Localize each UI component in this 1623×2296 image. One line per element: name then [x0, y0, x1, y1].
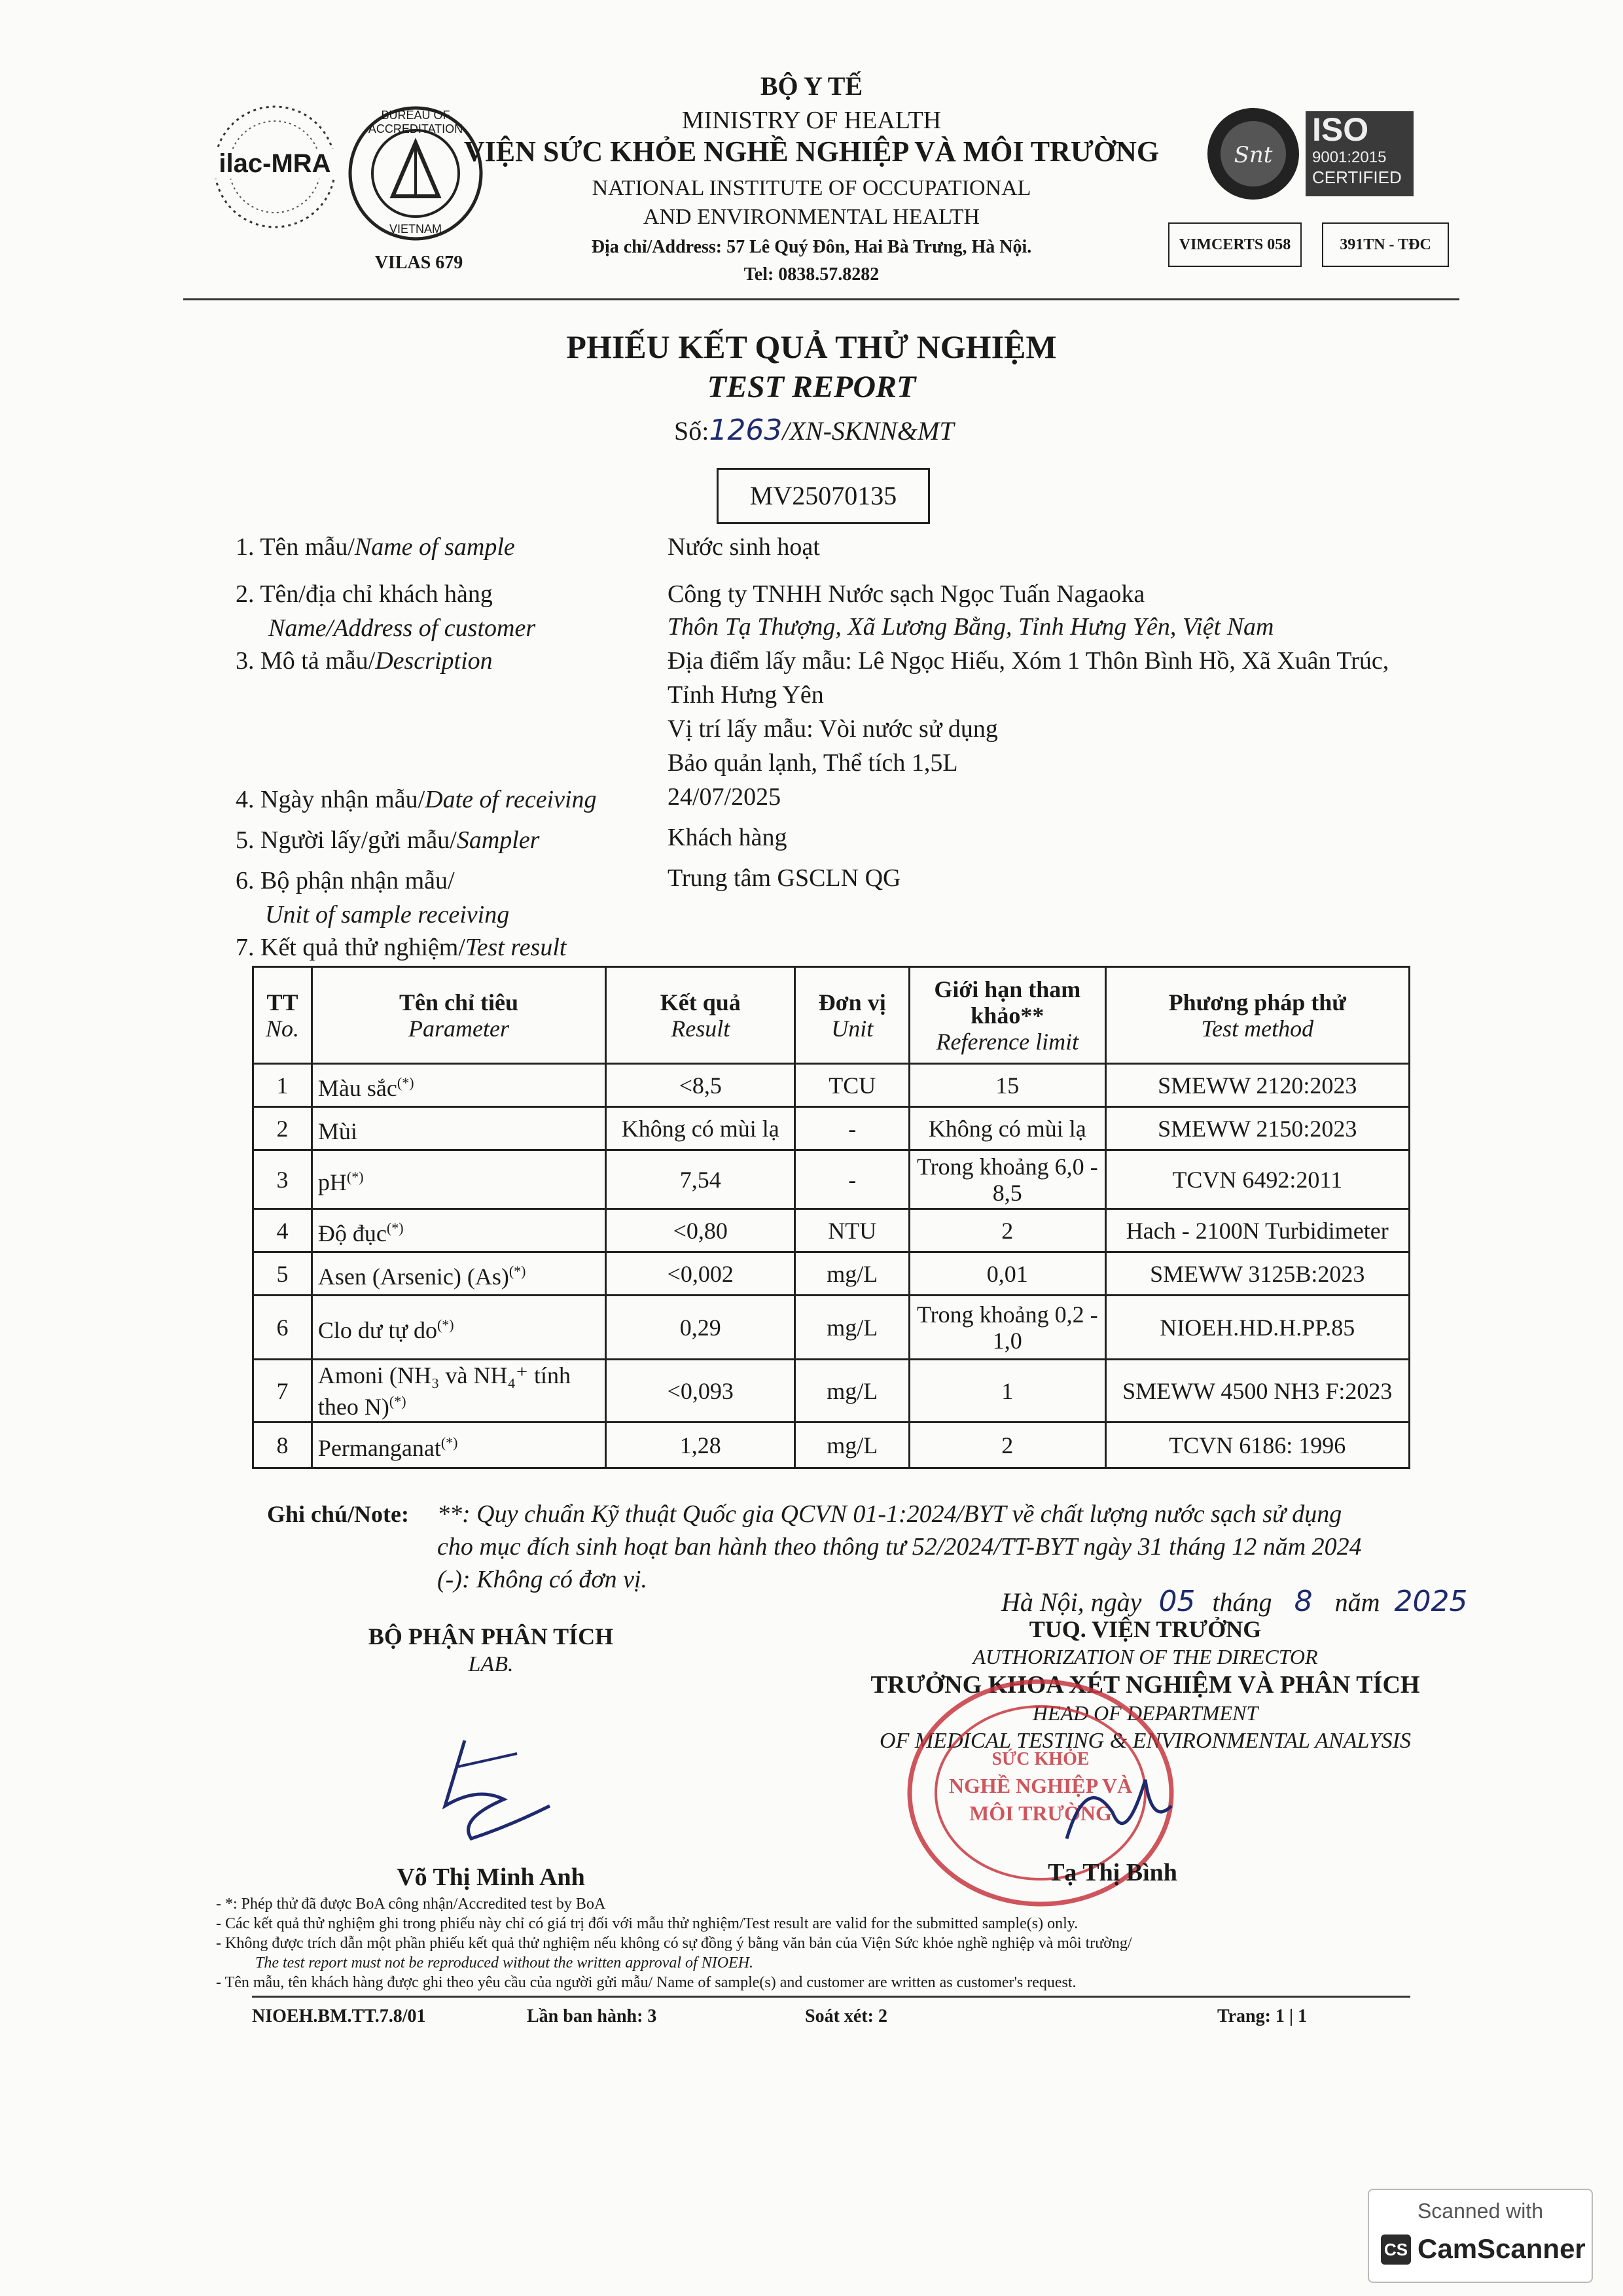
table-row: 6 Clo dư tự do(*) 0,29 mg/L Trong khoảng 0,2 - 1,0 NIOEH.HD.H.PP.85: [253, 1296, 1410, 1360]
note-label: Ghi chú/Note:: [267, 1501, 410, 1527]
field-2-label-en: Name/Address of customer: [268, 614, 536, 642]
table-row: 3 pH(*) 7,54 - Trong khoảng 6,0 - 8,5 TCVN 6492:2011: [253, 1150, 1410, 1209]
camscanner-line-2: CamScanner: [1418, 2233, 1586, 2264]
auth-line-1: TUQ. VIỆN TRƯỞNG: [1029, 1616, 1262, 1642]
lab-title-en: LAB.: [468, 1652, 514, 1676]
page-number: Trang: 1 | 1: [1217, 2006, 1308, 2026]
date-year-label: năm: [1334, 1587, 1380, 1617]
ministry-en: MINISTRY OF HEALTH: [681, 107, 942, 134]
field-5-value: Khách hàng: [668, 824, 787, 851]
header-unit: Đơn vị Unit: [795, 967, 910, 1064]
stamp-text-3: MÔI TRƯỜNG: [969, 1801, 1112, 1825]
report-title-en: TEST REPORT: [707, 370, 916, 404]
field-2-value-2: Thôn Tạ Thượng, Xã Lương Bằng, Tỉnh Hưng Yên, Việt Nam: [668, 613, 1274, 641]
iso-logo: [1204, 105, 1414, 203]
field-6-label-en: Unit of sample receiving: [265, 901, 510, 928]
field-1-value: Nước sinh hoạt: [668, 533, 820, 561]
institute-en-1: NATIONAL INSTITUTE OF OCCUPATIONAL: [592, 176, 1031, 200]
field-3-value-1: Địa điểm lấy mẫu: Lê Ngọc Hiếu, Xóm 1 Thôn Bình Hồ, Xã Xuân Trúc,: [668, 647, 1389, 675]
field-5-label: 5. Người lấy/gửi mẫu/Sampler: [236, 826, 540, 854]
header-no: TT No.: [253, 967, 312, 1064]
lab-signature-icon: [419, 1727, 576, 1858]
report-number-suffix: /XN-SKNN&MT: [782, 416, 954, 446]
field-3-value-3: Vị trí lấy mẫu: Vòi nước sử dụng: [668, 715, 998, 743]
vilas-label: VILAS 679: [374, 253, 463, 273]
ilac-logo: [209, 98, 340, 236]
field-2-value-1: Công ty TNHH Nước sạch Ngọc Tuấn Nagaoka: [668, 580, 1145, 608]
director-signature-icon: [1047, 1754, 1178, 1865]
boa-country: VIETNAM: [389, 222, 442, 236]
director-name: Tạ Thị Bình: [1048, 1859, 1177, 1886]
auth-line-5: OF MEDICAL TESTING & ENVIRONMENTAL ANALYSIS: [880, 1729, 1411, 1753]
table-row: 4 Độ đục(*) <0,80 NTU 2 Hach - 2100N Turbidimeter: [253, 1209, 1410, 1252]
ilac-text: ilac-MRA: [209, 149, 340, 179]
table-header-row: [253, 967, 1410, 1064]
table-row: 2 Mùi Không có mùi lạ - Không có mùi lạ SMEWW 2150:2023: [253, 1107, 1410, 1150]
lab-signer-name: Võ Thị Minh Anh: [397, 1863, 585, 1891]
header-parameter: Tên chỉ tiêu Parameter: [312, 967, 605, 1064]
note-line-3: (-): Không có đơn vị.: [437, 1566, 648, 1593]
lab-title: BỘ PHẬN PHÂN TÍCH: [368, 1623, 614, 1650]
camscanner-icon: CS: [1381, 2234, 1411, 2265]
report-number: [674, 412, 954, 450]
header-test-method: Phương pháp thử Test method: [1105, 967, 1409, 1064]
footnote-2: - Các kết quả thử nghiệm ghi trong phiếu này chỉ có giá trị đối với mẫu thử nghiệm/Test result are valid for the submitted sample(s) only.: [216, 1915, 1079, 1932]
field-6-label: 6. Bộ phận nhận mẫu/: [236, 867, 455, 894]
results-table: [252, 966, 1410, 1469]
ministry-vn: BỘ Y TẾ: [760, 71, 863, 101]
tdc-box: 391TN - TĐC: [1322, 222, 1449, 267]
iso-title: ISO: [1312, 111, 1369, 148]
table-row: 5 Asen (Arsenic) (As)(*) <0,002 mg/L 0,01 SMEWW 3125B:2023: [253, 1252, 1410, 1296]
auth-line-4: HEAD OF DEPARTMENT: [1032, 1701, 1258, 1725]
note-line-1: **: Quy chuẩn Kỹ thuật Quốc gia QCVN 01-1:2024/BYT về chất lượng nước sạch sử dụng: [437, 1500, 1342, 1528]
footnote-3: - Không được trích dẫn một phần phiếu kết quả thử nghiệm nếu không có sự đồng ý bằng văn bản của Viện Sức khỏe nghề nghiệp và môi trường/: [216, 1935, 1132, 1952]
institute-en-2: AND ENVIRONMENTAL HEALTH: [643, 205, 980, 229]
table-row: 1 Màu sắc(*) <8,5 TCU 15 SMEWW 2120:2023: [253, 1064, 1410, 1107]
date-year: 2025: [1394, 1585, 1468, 1618]
auth-line-3: TRƯỞNG KHOA XÉT NGHIỆM VÀ PHÂN TÍCH: [870, 1671, 1420, 1699]
field-3-value-2: Tỉnh Hưng Yên: [668, 681, 824, 709]
field-1-label: 1. Tên mẫu/Name of sample: [236, 533, 515, 561]
footnote-5: - Tên mẫu, tên khách hàng được ghi theo yêu cầu của người gửi mẫu/ Name of sample(s) and customer are written as customer's request.: [216, 1974, 1077, 1991]
field-3-label: 3. Mô tả mẫu/Description: [236, 647, 493, 675]
camscanner-line-1: Scanned with: [1417, 2199, 1544, 2223]
institute-vn: VIỆN SỨC KHỎE NGHỀ NGHIỆP VÀ MÔI TRƯỜNG: [463, 135, 1160, 168]
date-day: 05: [1158, 1585, 1196, 1618]
header-result: Kết quả Result: [606, 967, 795, 1064]
iso-line2: CERTIFIED: [1312, 168, 1402, 187]
report-number-prefix: Số:: [674, 416, 709, 446]
date-prefix: Hà Nội, ngày: [1001, 1587, 1142, 1617]
report-title-vn: PHIẾU KẾT QUẢ THỬ NGHIỆM: [566, 328, 1057, 365]
footnote-1: - *: Phép thử đã được BoA công nhận/Accredited test by BoA: [216, 1896, 606, 1913]
date-month: 8: [1294, 1585, 1313, 1618]
report-number-handwritten: 1263: [709, 414, 783, 447]
table-row: 7 Amoni (NH₃ và NH₄⁺ tính theo N)(*) <0,093 mg/L 1 SMEWW 4500 NH3 F:2023: [253, 1360, 1410, 1422]
stamp-text-1: SỨC KHỎE: [991, 1749, 1090, 1769]
boa-ring-text: BUREAU OF ACCREDITATION: [368, 109, 463, 135]
footer-divider: [252, 1996, 1410, 1998]
cert-seal-icon: [1204, 105, 1302, 203]
table-row: 8 Permanganat(*) 1,28 mg/L 2 TCVN 6186: 1996: [253, 1422, 1410, 1468]
note-line-2: cho mục đích sinh hoạt ban hành theo thông tư 52/2024/TT-BYT ngày 31 tháng 12 năm 2024: [437, 1533, 1362, 1561]
field-7-label: 7. Kết quả thử nghiệm/Test result: [236, 934, 567, 961]
field-4-label: 4. Ngày nhận mẫu/Date of receiving: [236, 786, 597, 813]
sample-code-box: MV25070135: [717, 468, 930, 524]
field-4-value: 24/07/2025: [668, 783, 781, 811]
auth-line-2: AUTHORIZATION OF THE DIRECTOR: [972, 1645, 1318, 1669]
iso-line1: 9001:2015: [1312, 149, 1387, 166]
vimcerts-box: VIMCERTS 058: [1168, 222, 1302, 267]
stamp-text-2: NGHỀ NGHIỆP VÀ: [948, 1774, 1133, 1797]
field-2-label: 2. Tên/địa chỉ khách hàng: [236, 580, 493, 608]
form-code: NIOEH.BM.TT.7.8/01: [252, 2006, 426, 2026]
edition: Lần ban hành: 3: [527, 2006, 657, 2026]
review: Soát xét: 2: [805, 2006, 887, 2026]
svg-text:Snt: Snt: [1234, 142, 1273, 168]
field-3-value-4: Bảo quản lạnh, Thể tích 1,5L: [668, 749, 958, 777]
footnote-4: The test report must not be reproduced without the written approval of NIOEH.: [255, 1954, 754, 1971]
camscanner-badge: [1368, 2189, 1593, 2283]
address: Địa chỉ/Address: 57 Lê Quý Đôn, Hai Bà Trưng, Hà Nội.: [591, 237, 1032, 257]
telephone: Tel: 0838.57.8282: [743, 264, 880, 285]
header-reference-limit: Giới hạn tham khảo** Reference limit: [910, 967, 1105, 1064]
date-month-label: tháng: [1212, 1587, 1272, 1617]
header-divider: [183, 298, 1459, 300]
field-6-value: Trung tâm GSCLN QG: [668, 864, 901, 892]
